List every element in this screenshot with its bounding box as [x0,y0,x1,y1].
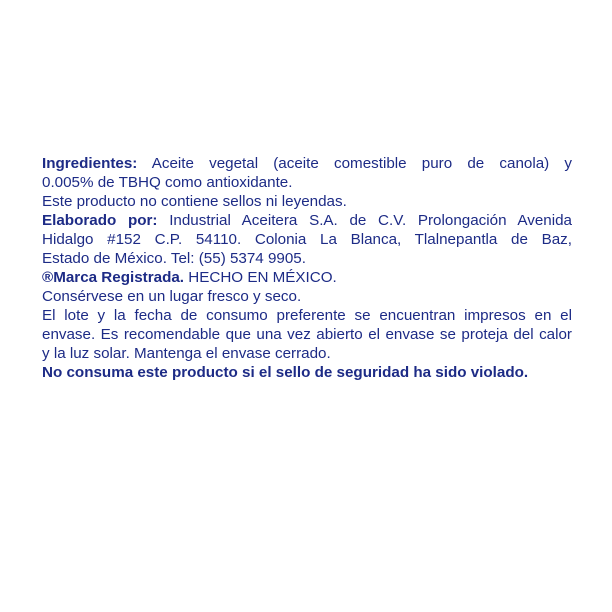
lot-info-line-2: envase. Es recomendable que una vez abierto el envase se proteja del calor [42,326,572,343]
lot-info-line-3: y la luz solar. Mantenga el envase cerrado. [42,345,331,362]
ingredients-label: Ingredientes: [42,155,138,172]
trademark-label: ®Marca Registrada. [42,269,185,286]
made-by-text-1: Industrial Aceitera S.A. de C.V. Prolongación Avenida [169,212,572,229]
made-by-label: Elaborado por: [42,212,158,229]
security-seal-warning: No consuma este producto si el sello de seguridad ha sido violado. [42,364,529,381]
made-by-line-2: Hidalgo #152 C.P. 54110. Colonia La Blanca, Tlalnepantla de Baz, [42,231,572,248]
trademark-line [42,268,572,287]
made-by-line-3: Estado de México. Tel: (55) 5374 9905. [42,250,306,267]
made-in-mexico: HECHO EN MÉXICO. [188,269,337,286]
ingredients-text-1: Aceite vegetal (aceite comestible puro de canola) y [151,155,572,172]
lot-info-line-1: El lote y la fecha de consumo preferente se encuentran impresos en el [42,307,572,324]
made-by-line-1 [42,211,572,230]
product-label-text [42,154,572,382]
ingredients-line-1 [42,154,572,173]
ingredients-line-2: 0.005% de TBHQ como antioxidante. [42,174,293,191]
no-seals-statement: Este producto no contiene sellos ni leyendas. [42,193,347,210]
storage-instructions: Consérvese en un lugar fresco y seco. [42,288,302,305]
